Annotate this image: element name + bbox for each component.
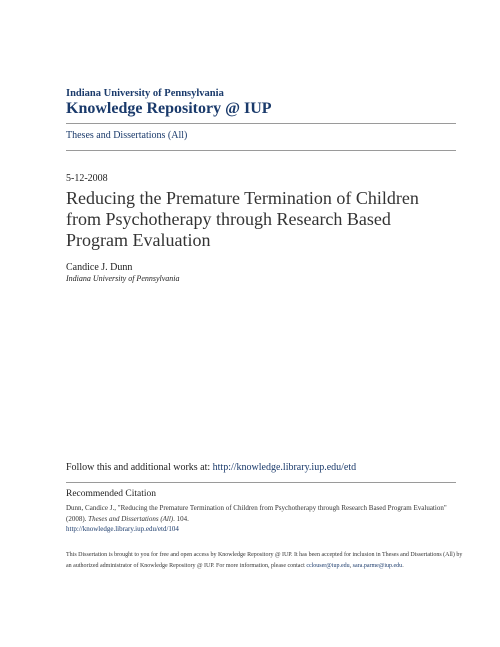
citation-journal: Theses and Dissertations (All) [88,514,174,523]
notice-separator: , [349,563,353,569]
document-title: Reducing the Premature Termination of Children from Psychotherapy through Research Based Program Evaluation [66,188,419,250]
series-link[interactable]: Theses and Dissertations (All) [66,130,188,141]
access-notice [66,550,466,572]
divider-citation [66,482,456,483]
citation-part1: Dunn, Candice J., "Reducing the Premature Termination of Children from Psychotherapy through Research Based Program Evaluation" (2008). [66,504,447,523]
follow-link[interactable]: http://knowledge.library.iup.edu/etd [212,462,357,473]
document-author: Candice J. Dunn [66,262,133,273]
notice-end: . [402,563,404,569]
repository-name[interactable]: Knowledge Repository @ IUP [66,100,272,117]
follow-text: Follow this and additional works at: [66,462,213,473]
notice-text: This Dissertation is brought to you for free and open access by Knowledge Repository @ IUP. It has been accepted for inclusion in Theses and Dissertations (All) by an authorized administrator of Knowledge Repository @ IUP. For more information, please contact [66,552,463,569]
citation-text [66,503,461,535]
recommended-citation-label: Recommended Citation [66,489,156,499]
contact-email-1[interactable]: cclouser@iup.edu [306,563,350,569]
divider-top [66,123,456,124]
document-date: 5-12-2008 [66,173,108,184]
divider-series [66,150,456,151]
citation-link[interactable]: http://knowledge.library.iup.edu/etd/104 [66,525,179,533]
follow-line [66,462,356,473]
author-affiliation: Indiana University of Pennsylvania [66,274,180,283]
contact-email-2[interactable]: sara.parme@iup.edu [352,563,403,569]
citation-part2: . 104. [173,514,189,523]
university-name[interactable]: Indiana University of Pennsylvania [66,88,224,99]
